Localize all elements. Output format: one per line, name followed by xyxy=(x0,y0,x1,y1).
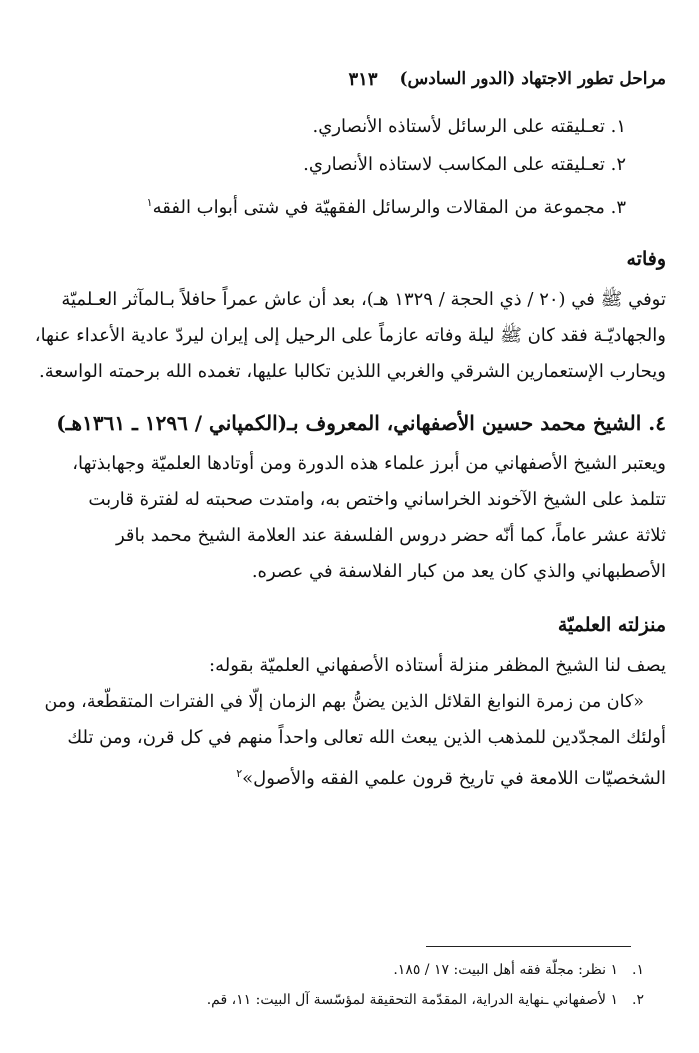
footnote-text: ١ نظر: مجلّة فقه أهل البيت: ١٧ / ١٨٥. xyxy=(393,962,618,978)
page-body xyxy=(33,108,666,792)
paragraph-line: توفي ﷺ في (٢٠ / ذي الحجة / ١٣٢٩ هـ)، بعد أن عاش عمراً حافلاً بـالمآثر العـلميّة xyxy=(61,289,666,310)
list-item: ٢. تعـليقته على المكاسب لاستاذه الأنصاري. xyxy=(303,154,626,175)
paragraph-line: والجهاديّـة فقد كان ﷺ ليلة وفاته عازماً على الرحيل إلى إيران ليردّ عادية الأعداء عنها، xyxy=(34,325,666,346)
footnote xyxy=(33,985,644,1015)
footnote xyxy=(33,955,644,985)
paragraph-line: تتلمذ على الشيخ الآخوند الخراساني واختص به، وامتدت صحبته له لفترة قاربت xyxy=(88,489,666,510)
paragraph-line: ثلاثة عشر عاماً، كما أنّه حضر دروس الفلسفة عند العلامة الشيخ محمد باقر xyxy=(115,525,666,546)
isfahani-paragraph xyxy=(33,446,666,590)
paragraph-line: يصف لنا الشيخ المظفر منزلة أستاذه الأصفهاني العلميّة بقوله: xyxy=(209,655,666,676)
list-item: ١. تعـليقته على الرسائل لأستاذه الأنصاري. xyxy=(312,116,626,137)
footnote-ref: ٢ xyxy=(236,767,243,780)
footnote-ref: ١ xyxy=(146,196,153,209)
quote-line: أولئك المجدّدين للمذهب الذين يبعث الله تعالى واحداً منهم في كل قرن، ومن تلك xyxy=(67,727,666,748)
section-heading-death: وفاته xyxy=(626,248,666,270)
quote-line: الشخصيّات اللامعة في تاريخ قرون علمي الفقه والأصول»$^٢$ xyxy=(236,767,666,789)
running-header xyxy=(33,62,666,96)
section-heading-status: منزلته العلميّة xyxy=(557,614,666,636)
footnotes xyxy=(33,955,644,1015)
footnote-divider xyxy=(426,946,631,947)
footnote-text: ١ لأصفهاني ـنهاية الدراية، المقدّمة التحقيقة لمؤسّسة آل البيت: ١١، قم. xyxy=(206,992,618,1008)
footnote-number: ٢. xyxy=(632,992,644,1008)
works-list xyxy=(33,108,666,222)
status-intro xyxy=(33,648,666,684)
death-paragraph xyxy=(33,282,666,390)
paragraph-line: الأصطبهاني والذي كان يعد من كبار الفلاسفة في عصره. xyxy=(251,561,666,582)
paragraph-line: ويعتبر الشيخ الأصفهاني من أبرز علماء هذه الدورة ومن أوتادها العلميّة وجهابذتها، xyxy=(72,453,666,474)
footnote-number: ١. xyxy=(632,962,644,978)
paragraph-line: ويحارب الإستعمارين الشرقي والغربي اللذين تكالبا عليها، تغمده الله برحمته الواسعة. xyxy=(38,361,666,382)
list-item: ٣. مجموعة من المقالات والرسائل الفقهيّة في شتى أبواب الفقه$^١$ xyxy=(146,196,626,218)
header-title: مراحل تطور الاجتهاد (الدور السادس) xyxy=(399,69,666,89)
quote-line: «كان من زمرة النوابغ القلائل الذين يضنُّ بهم الزمان إلّا في الفترات المتقطّعة، ومن xyxy=(44,692,644,712)
section-heading-isfahani: ٤. الشيخ محمد حسين الأصفهاني، المعروف بـ(الكمپاني / ١٢٩٦ ـ ١٣٦١هـ) xyxy=(56,411,666,435)
page-number: ٣١٣ xyxy=(348,68,378,90)
muzaffar-quote xyxy=(33,684,666,792)
